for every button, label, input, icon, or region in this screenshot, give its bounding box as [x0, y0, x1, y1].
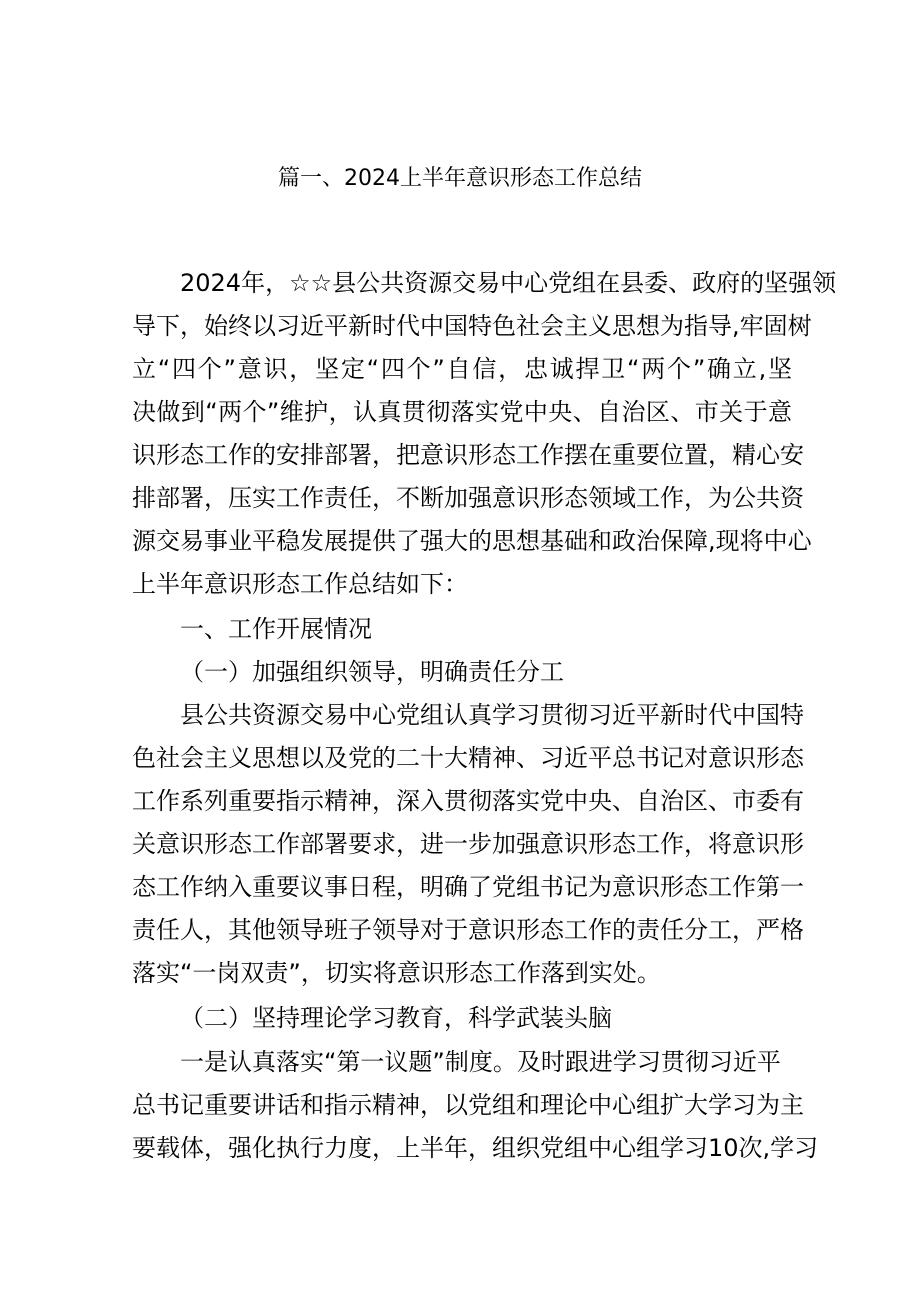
paragraph-line: 立“四个”意识，坚定“四个”自信，忠诚捍卫“两个”确立,坚 [132, 355, 792, 383]
paragraph-line: 导下，始终以习近平新时代中国特色社会主义思想为指导,牢固树 [132, 312, 812, 340]
paragraph-line: 关意识形态工作部署要求，进一步加强意识形态工作，将意识形 [132, 830, 804, 858]
paragraph-line: 2024年，☆☆县公共资源交易中心党组在县委、政府的坚强领 [180, 269, 837, 297]
paragraph-line: 工作系列重要指示精神，深入贯彻落实党中央、自治区、市委有 [132, 787, 804, 815]
section-heading: 一、工作开展情况 [180, 615, 372, 643]
paragraph-line: 源交易事业平稳发展提供了强大的思想基础和政治保障,现将中心 [132, 527, 812, 555]
paragraph-line: 要载体，强化执行力度，上半年，组织党组中心组学习10次,学习 [132, 1134, 819, 1162]
paragraph-line: 总书记重要讲话和指示精神，以党组和理论中心组扩大学习为主 [132, 1091, 804, 1119]
paragraph-line: 态工作纳入重要议事日程，明确了党组书记为意识形态工作第一 [132, 873, 804, 901]
subsection-heading: （二）坚持理论学习教育，科学武装头脑 [180, 1004, 612, 1032]
subsection-heading: （一）加强组织领导，明确责任分工 [180, 658, 564, 686]
paragraph-line: 一是认真落实“第一议题”制度。及时跟进学习贯彻习近平 [180, 1048, 781, 1076]
document-title: 篇一、2024上半年意识形态工作总结 [278, 166, 642, 191]
paragraph-line: 落实“一岗双责”，切实将意识形态工作落到实处。 [132, 959, 661, 987]
paragraph-line: 责任人，其他领导班子领导对于意识形态工作的责任分工，严格 [132, 916, 804, 944]
paragraph-line: 排部署，压实工作责任，不断加强意识形态领域工作，为公共资 [132, 484, 804, 512]
paragraph-line: 上半年意识形态工作总结如下： [132, 570, 468, 598]
paragraph-line: 色社会主义思想以及党的二十大精神、习近平总书记对意识形态 [132, 744, 804, 772]
paragraph-line: 识形态工作的安排部署，把意识形态工作摆在重要位置，精心安 [132, 441, 804, 469]
paragraph-line: 县公共资源交易中心党组认真学习贯彻习近平新时代中国特 [180, 701, 804, 729]
paragraph-line: 决做到“两个”维护，认真贯彻落实党中央、自治区、市关于意 [132, 398, 792, 426]
